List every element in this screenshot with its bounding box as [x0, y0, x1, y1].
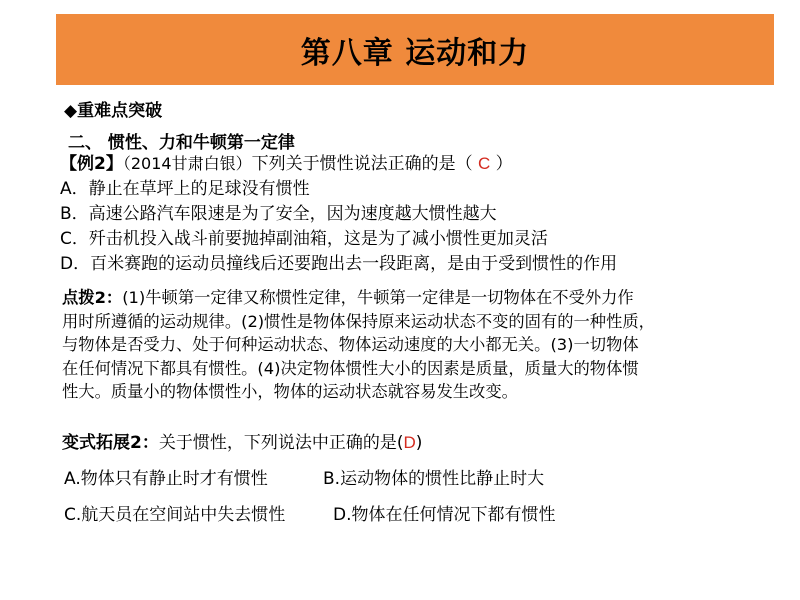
example-option-c: C．歼击机投入战斗前要抛掉副油箱，这是为了减小惯性更加灵活	[60, 229, 548, 249]
hint-line-1: 点拨2：(1)牛顿第一定律又称惯性定律，牛顿第一定律是一切物体在不受外力作	[62, 288, 634, 307]
variant-option-a: A.物体只有静止时才有惯性	[64, 469, 268, 489]
example-label: 【例2】	[60, 154, 123, 174]
variant-question	[62, 432, 422, 454]
hint-paragraph	[62, 286, 767, 404]
hint-line-5: 性大。质量小的物体惯性小，物体的运动状态就容易发生改变。	[62, 382, 518, 401]
example-option-a: A．静止在草坪上的足球没有惯性	[60, 179, 310, 199]
hint-line-4: 在任何情况下都具有惯性。(4)决定物体惯性大小的因素是质量，质量大的物体惯	[62, 358, 639, 378]
example-option-b: B．高速公路汽车限速是为了安全，因为速度越大惯性越大	[60, 204, 497, 224]
variant-question-text: 关于惯性，下列说法中正确的是(	[158, 433, 404, 453]
subsection-heading: 二、 惯性、力和牛顿第一定律	[68, 133, 295, 153]
variant-answer: D	[403, 433, 416, 452]
hint-line-3: 与物体是否受力、处于何种运动状态、物体运动速度的大小都无关。(3)一切物体	[62, 335, 639, 354]
example-question-text: 下列关于惯性说法正确的是（	[251, 154, 473, 174]
variant-option-d: D.物体在任何情况下都有惯性	[333, 505, 556, 525]
example-answer: C	[477, 154, 491, 173]
example-question	[60, 153, 513, 175]
variant-close-paren: )	[415, 433, 423, 453]
hint-label: 点拨2：	[62, 288, 123, 307]
title-banner	[56, 14, 774, 85]
example-option-d: D．百米赛跑的运动员撞线后还要跑出去一段距离，是由于受到惯性的作用	[60, 254, 618, 274]
variant-option-c: C.航天员在空间站中失去惯性	[64, 505, 286, 525]
variant-label: 变式拓展2：	[62, 433, 159, 453]
example-source: （2014甘肃白银）	[122, 154, 252, 173]
hint-line-2: 用时所遵循的运动规律。(2)惯性是物体保持原来运动状态不变的固有的一种性质，	[62, 311, 655, 331]
section-marker: ◆重难点突破	[64, 101, 163, 121]
example-close-paren: ）	[495, 154, 513, 174]
page-title: 第八章 运动和力	[300, 35, 530, 71]
variant-option-b: B.运动物体的惯性比静止时大	[323, 469, 545, 489]
